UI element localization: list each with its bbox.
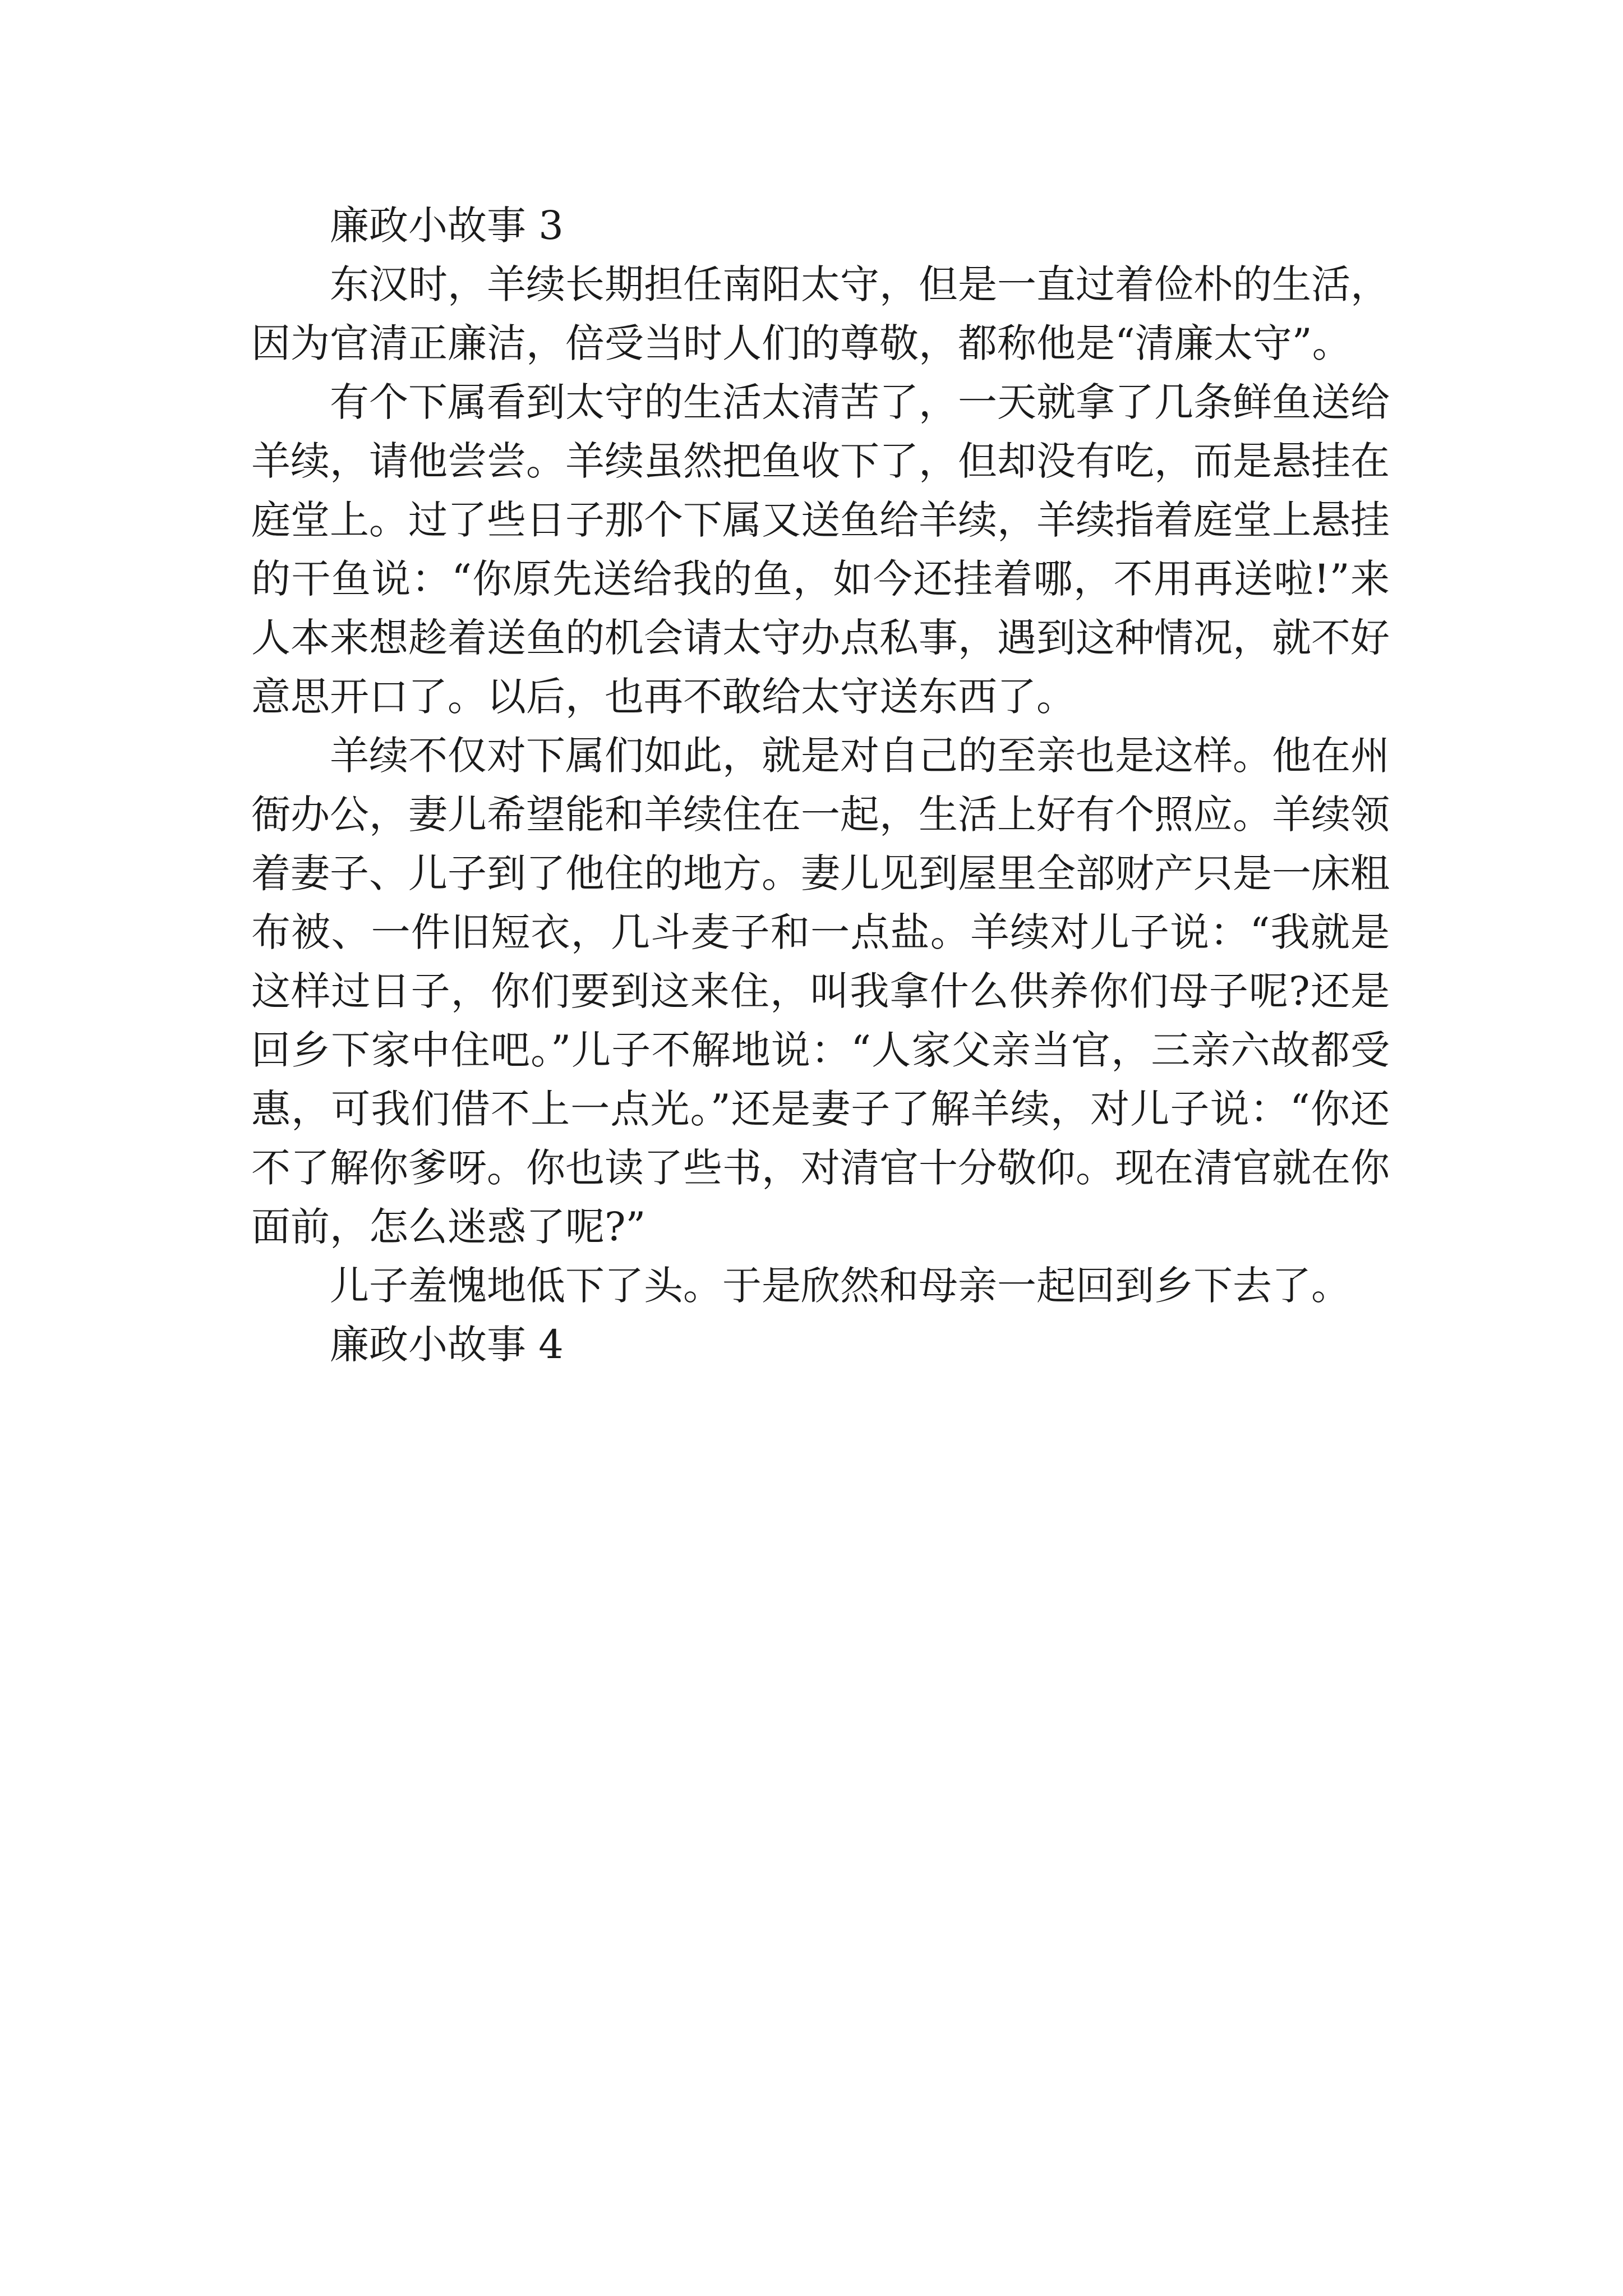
story-heading-3: 廉政小故事 3	[330, 203, 564, 249]
paragraph-4: 儿子羞愧地低下了头。于是欣然和母亲一起回到乡下去了。	[330, 1263, 1350, 1309]
paragraph-1: 东汉时，羊续长期担任南阳太守，但是一直过着俭朴的生活，因为官清正廉洁，倍受当时人们的尊敬，都称他是“清廉太守”。	[251, 261, 1390, 366]
document-body	[251, 196, 1390, 1374]
story-heading-4: 廉政小故事 4	[330, 1322, 564, 1368]
paragraph-3: 羊续不仅对下属们如此，就是对自己的至亲也是这样。他在州衙办公，妻儿希望能和羊续住在一起，生活上好有个照应。羊续领着妻子、儿子到了他住的地方。妻儿见到屋里全部财产只是一床粗布被、一件旧短衣，几斗麦子和一点盐。羊续对儿子说：“我就是这样过日子，你们要到这来住，叫我拿什么供养你们母子呢?还是回乡下家中住吧。”儿子不解地说：“人家父亲当官，三亲六故都受惠，可我们借不上一点光。”还是妻子了解羊续，对儿子说：“你还不了解你爹呀。你也读了些书，对清官十分敬仰。现在清官就在你面前，怎么迷惑了呢?”	[251, 733, 1390, 1250]
paragraph-2: 有个下属看到太守的生活太清苦了，一天就拿了几条鲜鱼送给羊续，请他尝尝。羊续虽然把鱼收下了，但却没有吃，而是悬挂在庭堂上。过了些日子那个下属又送鱼给羊续，羊续指着庭堂上悬挂的干鱼说：“你原先送给我的鱼，如今还挂着哪，不用再送啦!”来人本来想趁着送鱼的机会请太守办点私事，遇到这种情况，就不好意思开口了。以后，也再不敢给太守送东西了。	[251, 379, 1390, 720]
